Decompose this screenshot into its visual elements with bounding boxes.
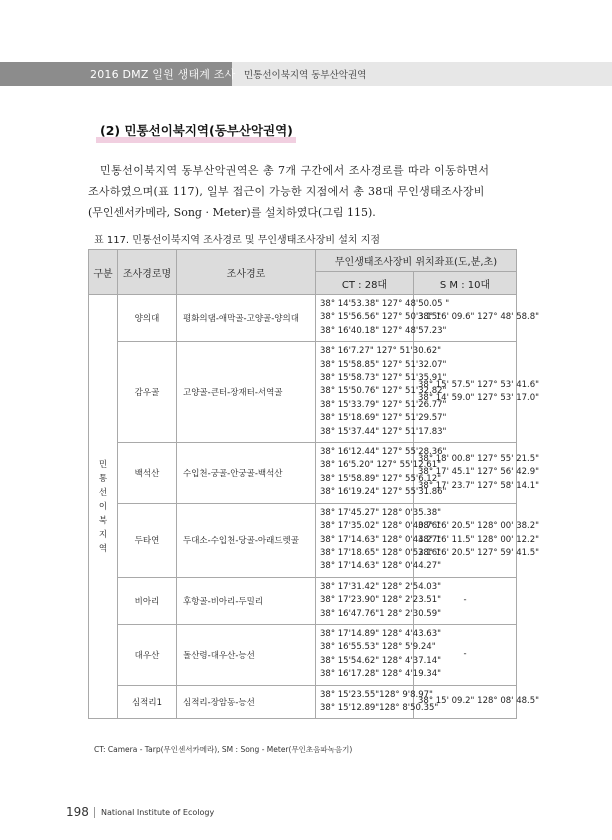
- route-name-cell: 대우산: [118, 624, 177, 685]
- paragraph-line-2: 조사하였으며(표 117), 일부 접근이 가능한 지점에서 총 38대 무인생태조사장비: [88, 185, 485, 198]
- ct-coordinate: 38° 16'40.18" 127° 48'57.23": [320, 325, 447, 336]
- ct-coordinate: 38° 16'7.27" 127° 51'30.62": [320, 346, 442, 357]
- table-caption: 표 117. 민통선이북지역 조사경로 및 무인생태조사장비 설치 지점: [94, 235, 381, 246]
- ct-coordinate: 38° 17'18.65" 128° 0'52.16": [320, 547, 442, 558]
- ct-coordinate: 38° 16'47.76"1 28° 2'30.59": [320, 608, 442, 619]
- ct-coordinate: 38° 17'14.63" 128° 0'44.27": [320, 561, 442, 572]
- route-name-cell: 감우골: [118, 342, 177, 443]
- sm-coordinate: 38° 15' 09.2" 128° 08' 48.5": [418, 696, 540, 707]
- ct-coords-cell: [316, 624, 442, 685]
- route-cell: 후항골-비아리-두밀리: [177, 577, 316, 624]
- sm-coordinate: 38° 14' 59.0" 127° 53' 17.0": [418, 393, 540, 404]
- ct-coordinate: 38° 16'17.28" 128° 4'19.34": [320, 669, 442, 680]
- route-cell: 심적리-장암동-능선: [177, 685, 316, 719]
- ct-coords-cell: [316, 685, 439, 719]
- route-cell: 수입천-궁골-안궁골-백석산: [177, 443, 316, 504]
- route-name-cell: 두타연: [118, 503, 177, 577]
- ct-coords-cell: [316, 503, 442, 577]
- footer-organization: National Institute of Ecology: [101, 808, 215, 817]
- ct-coordinate: 38° 16'5.20" 127° 55'12.61": [320, 460, 442, 471]
- ct-coordinate: 38° 15'58.73" 127° 51'35.91": [320, 373, 447, 384]
- ct-coordinate: 38° 15'18.69" 127° 51'29.57": [320, 413, 447, 424]
- ct-coords-cell: [316, 577, 442, 624]
- region-cell: [89, 295, 118, 719]
- header-coordinates: 무인생태조사장비 위치좌표(도,분,초): [316, 250, 517, 272]
- table-row: [89, 577, 517, 624]
- sm-coordinate: 38° 16' 20.5" 128° 00' 38.2": [418, 521, 540, 532]
- paragraph-line-3: (무인센서카메라, Song · Meter)를 설치하였다(그림 115).: [88, 206, 376, 219]
- route-name-cell: 비아리: [118, 577, 177, 624]
- ct-coordinate: 38° 15'33.79" 127° 51'26.77": [320, 399, 447, 410]
- ct-coordinate: 38° 17'35.02" 128° 0'40.76": [320, 521, 442, 532]
- table-row: [89, 685, 517, 719]
- sm-coordinate: 38° 15' 57.5" 127° 53' 41.6": [418, 379, 540, 390]
- ct-coordinate: 38° 17'45.27" 128° 0'35.38": [320, 507, 442, 518]
- header-sm-count: S M : 10대: [414, 272, 517, 295]
- ct-coordinate: 38° 17'23.90" 128° 2'23.51": [320, 595, 442, 606]
- header-chapter-title: 민통선이북지역 동부산악권역: [244, 70, 367, 81]
- ct-coordinate: 38° 15'37.44" 127° 51'17.83": [320, 426, 447, 437]
- sm-coordinate: 38° 16' 09.6" 127° 48' 58.8": [418, 312, 540, 323]
- ct-coordinate: 38° 14'53.38" 127° 48'50.05 ": [320, 299, 450, 309]
- ct-coordinate: 38° 17'14.89" 128° 4'43.63": [320, 628, 442, 639]
- ct-coordinate: 38° 15'58.85" 127° 51'32.07": [320, 359, 447, 370]
- sm-empty-dash: -: [463, 649, 467, 660]
- ct-coordinate: 38° 15'56.56" 127° 50'3.15": [320, 312, 442, 323]
- table-row: [89, 624, 517, 685]
- ct-coordinate: 38° 17'14.63" 128° 0'44.27": [320, 534, 442, 545]
- ct-coords-cell: [316, 342, 447, 443]
- header-route-name: 조사경로명: [118, 250, 177, 295]
- header-report-title: 2016 DMZ 일원 생태계 조사: [90, 68, 236, 81]
- table-row: [89, 443, 517, 504]
- route-cell: 돌산령-대우산-능선: [177, 624, 316, 685]
- route-name-cell: 양의대: [118, 295, 177, 342]
- ct-coords-cell: [316, 443, 447, 504]
- table-row: [89, 503, 517, 577]
- route-name-cell: 백석산: [118, 443, 177, 504]
- survey-route-table: [88, 249, 540, 719]
- route-cell: 고양골-큰터-장재터-서역골: [177, 342, 316, 443]
- footer-divider: [94, 807, 95, 818]
- table-row: [89, 295, 517, 342]
- ct-coordinate: 38° 15'12.89"128° 8'50.35": [320, 702, 439, 713]
- ct-coordinate: 38° 17'31.42" 128° 2'54.03": [320, 581, 442, 592]
- ct-coordinate: 38° 15'58.89" 127° 55'6.12": [320, 473, 442, 484]
- route-cell: 평화의댐-애막골-고양골-양의대: [177, 295, 316, 342]
- sm-coordinate: 38° 16' 11.5" 128° 00' 12.2": [418, 534, 540, 545]
- ct-coordinate: 38° 16'19.24" 127° 55'31.86": [320, 487, 447, 498]
- paragraph-line-1: 민통선이북지역 동부산악권역은 총 7개 구간에서 조사경로를 따라 이동하면서: [100, 164, 490, 177]
- sm-coordinate: 38° 16' 20.5" 127° 59' 41.5": [418, 547, 540, 558]
- table-footnote: CT: Camera - Tarp(무인센서카메라), SM : Song - Meter(무인초음파녹음기): [94, 745, 353, 754]
- region-label: 민통선이북지역: [98, 459, 108, 554]
- ct-coordinate: 38° 15'50.76" 127° 51'32.82": [320, 386, 447, 397]
- header-route: 조사경로: [177, 250, 316, 295]
- sm-coordinate: 38° 18' 00.8" 127° 55' 21.5": [418, 453, 540, 464]
- header-category: 구분: [89, 250, 118, 295]
- sm-coordinate: 38° 17' 23.7" 127° 58' 14.1": [418, 480, 540, 491]
- sm-coordinate: 38° 17' 45.1" 127° 56' 42.9": [418, 467, 540, 478]
- table-row: [89, 342, 517, 443]
- sm-empty-dash: -: [463, 595, 467, 606]
- ct-coordinate: 38° 16'12.44" 127° 55'28.36": [320, 447, 447, 458]
- page-number: 198: [66, 805, 89, 819]
- ct-coordinate: 38° 16'55.53" 128° 5'9.24": [320, 642, 436, 653]
- body-paragraph: [88, 160, 512, 223]
- route-cell: 두대소-수입천-당골-아래드렛골: [177, 503, 316, 577]
- header-ct-count: CT : 28대: [316, 272, 414, 295]
- section-title: (2) 민통선이북지역(동부산악권역): [100, 123, 293, 138]
- ct-coordinate: 38° 15'54.62" 128° 4'37.14": [320, 655, 442, 666]
- ct-coordinate: 38° 15'23.55"128° 9'8.97": [320, 689, 433, 700]
- route-name-cell: 심적리1: [118, 685, 177, 719]
- ct-coords-cell: [316, 295, 450, 342]
